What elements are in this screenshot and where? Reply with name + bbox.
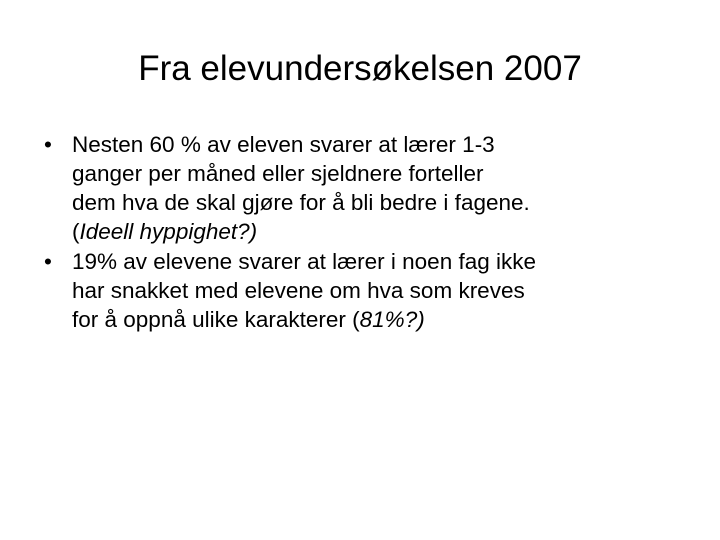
bullet-1-line-3: dem hva de skal gjøre for å bli bedre i fagene. — [72, 190, 530, 215]
bullet-1-line-1: Nesten 60 % av eleven svarer at lærer 1-3 — [72, 132, 495, 157]
bullet-2-line-1: 19% av elevene svarer at lærer i noen fag ikke — [72, 249, 536, 274]
bullet-1-line-2: ganger per måned eller sjeldnere forteller — [72, 161, 484, 186]
slide-title: Fra elevundersøkelsen 2007 — [138, 49, 582, 88]
bullet-2-line-2: har snakket med elevene om hva som kreves — [72, 278, 525, 303]
bullet-1-line-4 — [72, 217, 684, 246]
bullet-1-italic-note: Ideell hyppighet?) — [79, 219, 258, 244]
bullet-icon: • — [44, 132, 52, 157]
bullet-item-2 — [44, 247, 684, 334]
bullet-2-line-3-text: for å oppnå ulike karakterer ( — [72, 307, 360, 332]
bullet-item-1 — [44, 130, 684, 246]
bullet-icon: • — [44, 249, 52, 274]
bullet-2-italic-note: 81%?) — [359, 307, 425, 332]
bullet-2-line-3 — [72, 305, 684, 334]
bullet-1-open-paren: ( — [72, 219, 80, 244]
bullet-list — [44, 130, 684, 335]
